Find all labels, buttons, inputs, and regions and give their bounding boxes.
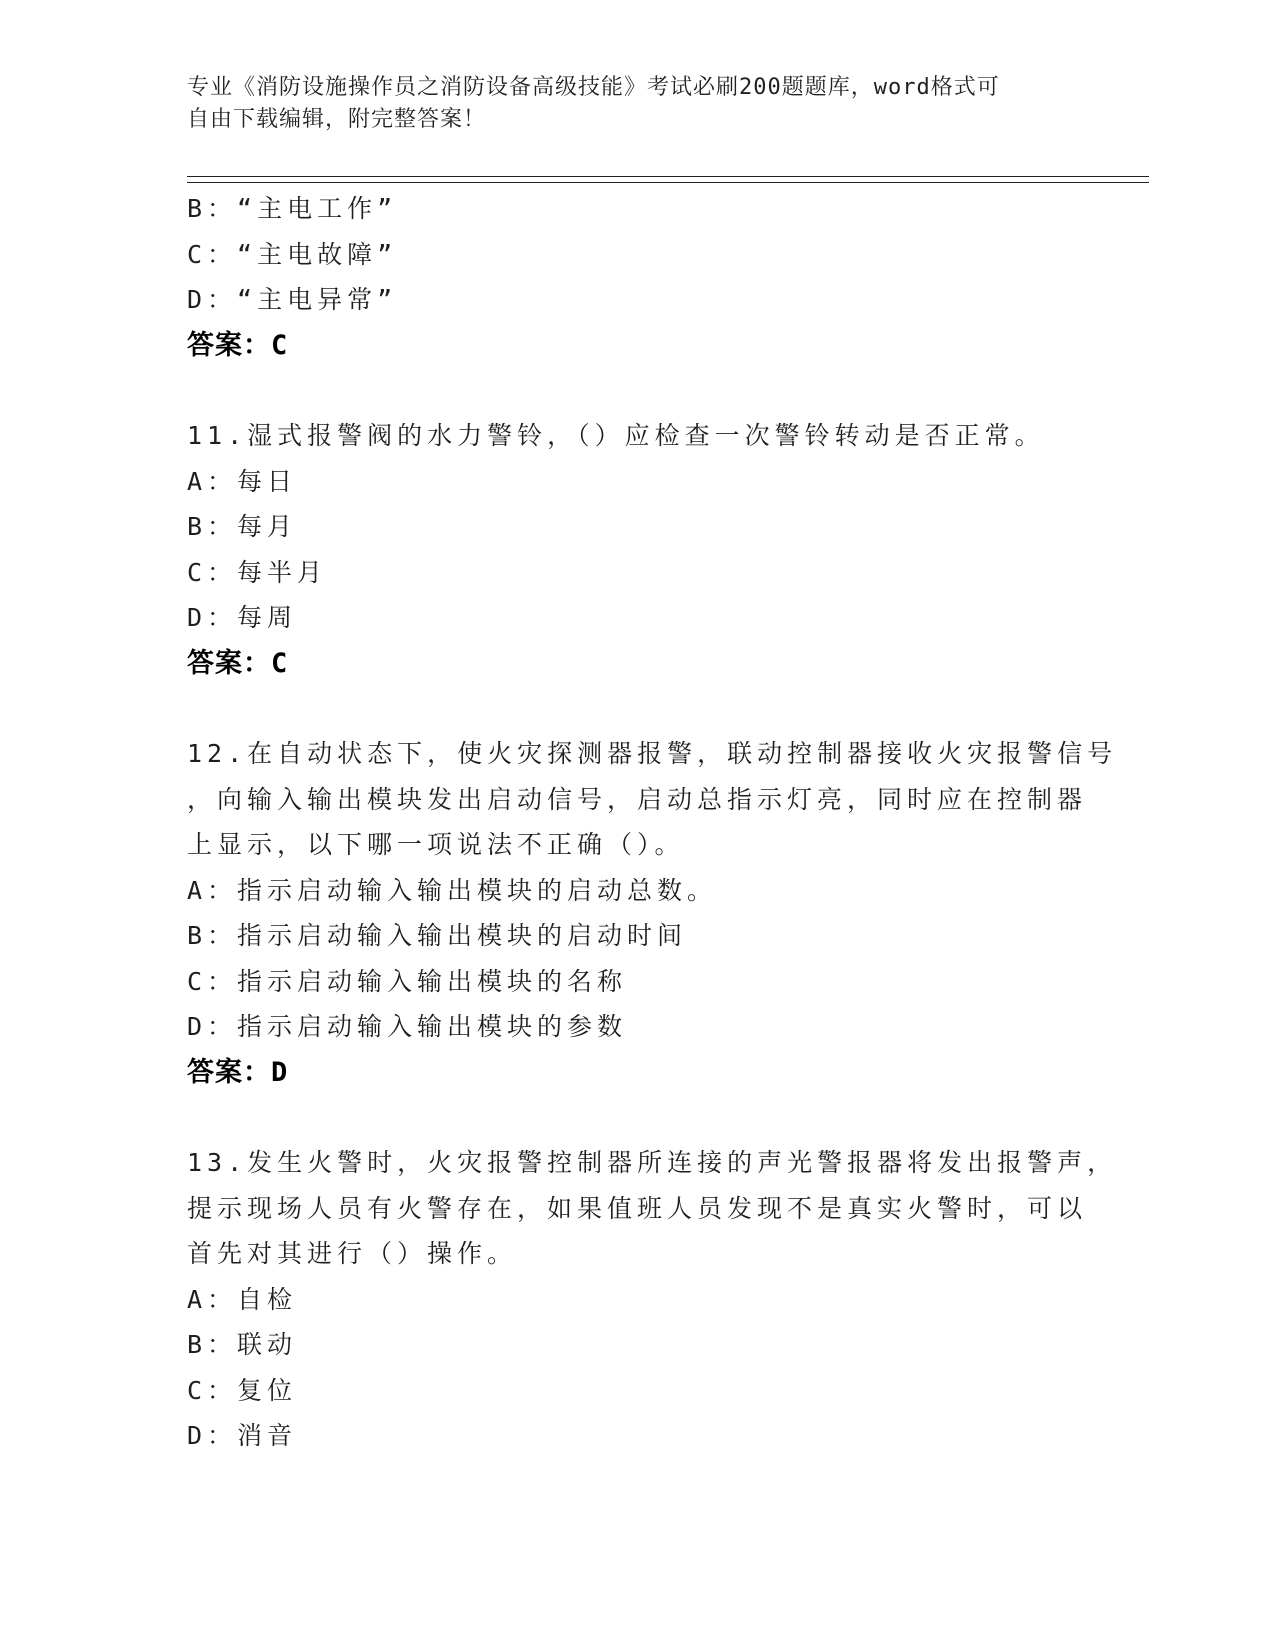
answer-line: 答案：C: [187, 329, 289, 361]
option-a: A：指示启动输入输出模块的启动总数。: [187, 875, 718, 905]
option-c: C：“主电故障”: [187, 239, 398, 269]
option-b: B：每月: [187, 512, 298, 541]
question-11: [187, 413, 1117, 686]
question-stem: 首先对其进行（）操作。: [187, 1239, 518, 1268]
answer-line: 答案：D: [187, 1056, 289, 1088]
option-b: B：指示启动输入输出模块的启动时间: [187, 921, 688, 950]
question-stem: 提示现场人员有火警存在，如果值班人员发现不是真实火警时，可以: [187, 1193, 1088, 1223]
option-b: B：“主电工作”: [187, 194, 398, 223]
prev-question-block: [187, 186, 1117, 368]
option-d: D：每周: [187, 603, 298, 632]
question-12: [187, 731, 1117, 1095]
option-d: D：消音: [187, 1421, 298, 1450]
header-line-2: 自由下载编辑，附完整答案！: [187, 107, 487, 132]
question-content: [187, 186, 1117, 1459]
option-b: B：联动: [187, 1330, 298, 1359]
header-divider: [187, 176, 1149, 183]
option-d: D：指示启动输入输出模块的参数: [187, 1012, 628, 1041]
option-a: A：自检: [187, 1284, 298, 1314]
option-d: D：“主电异常”: [187, 285, 398, 314]
question-13: [187, 1140, 1117, 1459]
spacer: [187, 1095, 1117, 1140]
document-header: [187, 72, 1067, 136]
question-stem: ，向输入输出模块发出启动信号，启动总指示灯亮，同时应在控制器: [187, 784, 1088, 814]
option-c: C：复位: [187, 1375, 298, 1405]
option-c: C：每半月: [187, 557, 328, 587]
option-c: C：指示启动输入输出模块的名称: [187, 966, 628, 996]
spacer: [187, 686, 1117, 731]
question-stem: 13.发生火警时，火灾报警控制器所连接的声光警报器将发出报警声，: [187, 1148, 1118, 1177]
header-line-1: 专业《消防设施操作员之消防设备高级技能》考试必刷200题题库，word格式可: [187, 75, 1000, 100]
spacer: [187, 368, 1117, 413]
option-a: A：每日: [187, 466, 298, 496]
question-stem: 上显示，以下哪一项说法不正确（）。: [187, 830, 685, 859]
question-stem: 12.在自动状态下，使火灾探测器报警，联动控制器接收火灾报警信号: [187, 739, 1118, 768]
answer-line: 答案：C: [187, 647, 289, 679]
question-stem: 11.湿式报警阀的水力警铃，（）应检查一次警铃转动是否正常。: [187, 421, 1045, 450]
